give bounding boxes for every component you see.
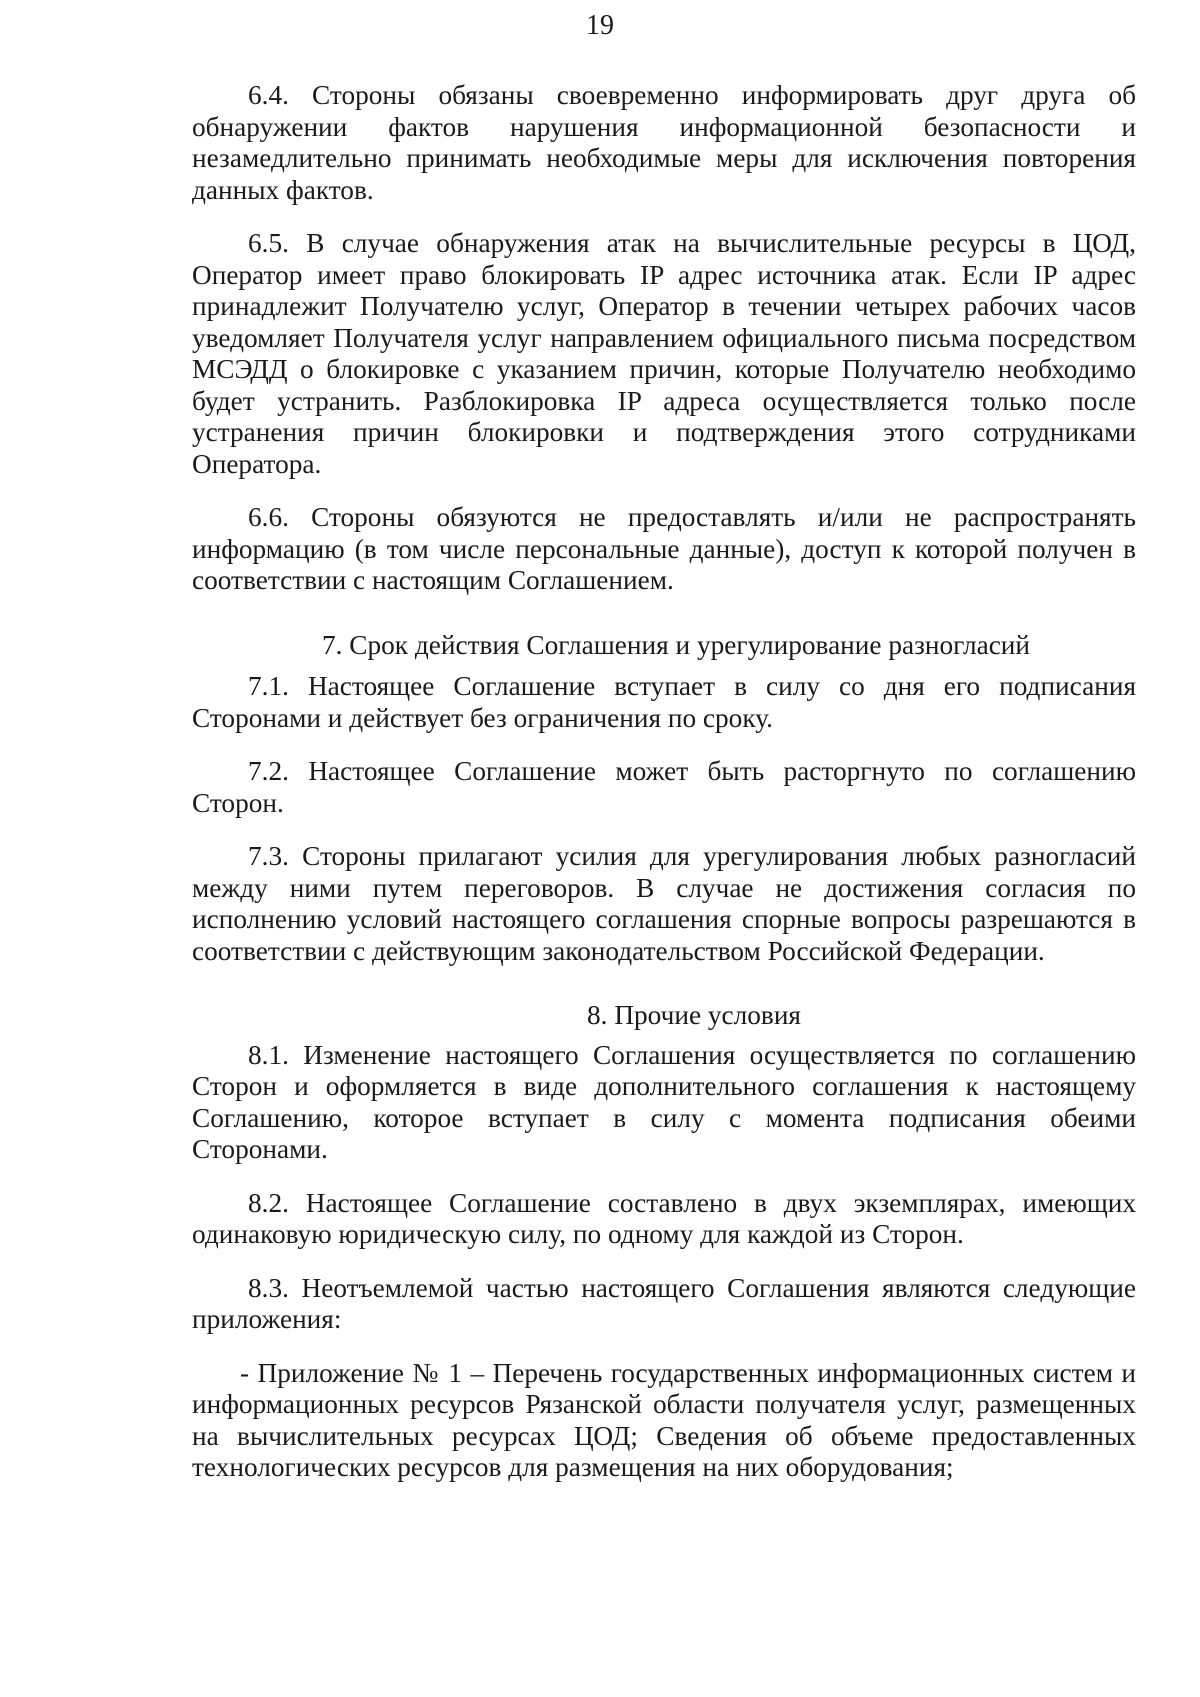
clause-6-6: 6.6. Стороны обязуются не предоставлять и/или не распространять информацию (в том числе персональные данные), доступ к которой получен в соответствии с настоящим Соглашением. — [192, 502, 1136, 595]
clause-7-1: 7.1. Настоящее Соглашение вступает в силу со дня его подписания Сторонами и действует без ограничения по сроку. — [192, 671, 1136, 733]
clause-6-5: 6.5. В случае обнаружения атак на вычислительные ресурсы в ЦОД, Оператор имеет право блокировать IP адрес источника атак. Если IP адрес принадлежит Получателю услуг, Оператор в течении четырех рабочих часов уведомляет Получателя услуг направлением официального письма посредством МСЭДД о блокировке с указанием причин, которые Получателю необходимо будет устранить. Разблокировка IP адреса осуществляется только после устранения причин блокировки и подтверждения этого сотрудниками Оператора. — [192, 228, 1136, 479]
clause-8-3: 8.3. Неотъемлемой частью настоящего Соглашения являются следующие приложения: — [192, 1272, 1136, 1334]
section-heading-7: 7. Срок действия Соглашения и урегулирование разногласий — [321, 629, 1031, 660]
clause-8-2: 8.2. Настоящее Соглашение составлено в двух экземплярах, имеющих одинаковую юридическую силу, по одному для каждой из Сторон. — [192, 1187, 1136, 1249]
section-heading-8: 8. Прочие условия — [587, 1000, 801, 1030]
document-body — [192, 80, 1136, 1484]
clause-7-2: 7.2. Настоящее Соглашение может быть расторгнуто по соглашению Сторон. — [192, 756, 1136, 818]
clause-7-3: 7.3. Стороны прилагают усилия для урегулирования любых разногласий между ними путем переговоров. В случае не достижения согласия по исполнению условий настоящего соглашения спорные вопросы разрешаются в соответствии с действующим законодательством Российской Федерации. — [192, 841, 1136, 966]
page-number: 19 — [586, 10, 614, 41]
appendix-list-item-1: - Приложение № 1 – Перечень государственных информационных систем и информационных ресурсов Рязанской области получателя услуг, размещенных на вычислительных ресурсах ЦОД; Сведения об объеме предоставленных технологических ресурсов для размещения на них оборудования; — [192, 1357, 1136, 1482]
clause-6-4: 6.4. Стороны обязаны своевременно информировать друг друга об обнаружении фактов нарушения информационной безопасности и незамедлительно принимать необходимые меры для исключения повторения данных фактов. — [192, 80, 1136, 205]
clause-8-1: 8.1. Изменение настоящего Соглашения осуществляется по соглашению Сторон и оформляется в виде дополнительного соглашения к настоящему Соглашению, которое вступает в силу с момента подписания обеими Сторонами. — [192, 1039, 1136, 1164]
